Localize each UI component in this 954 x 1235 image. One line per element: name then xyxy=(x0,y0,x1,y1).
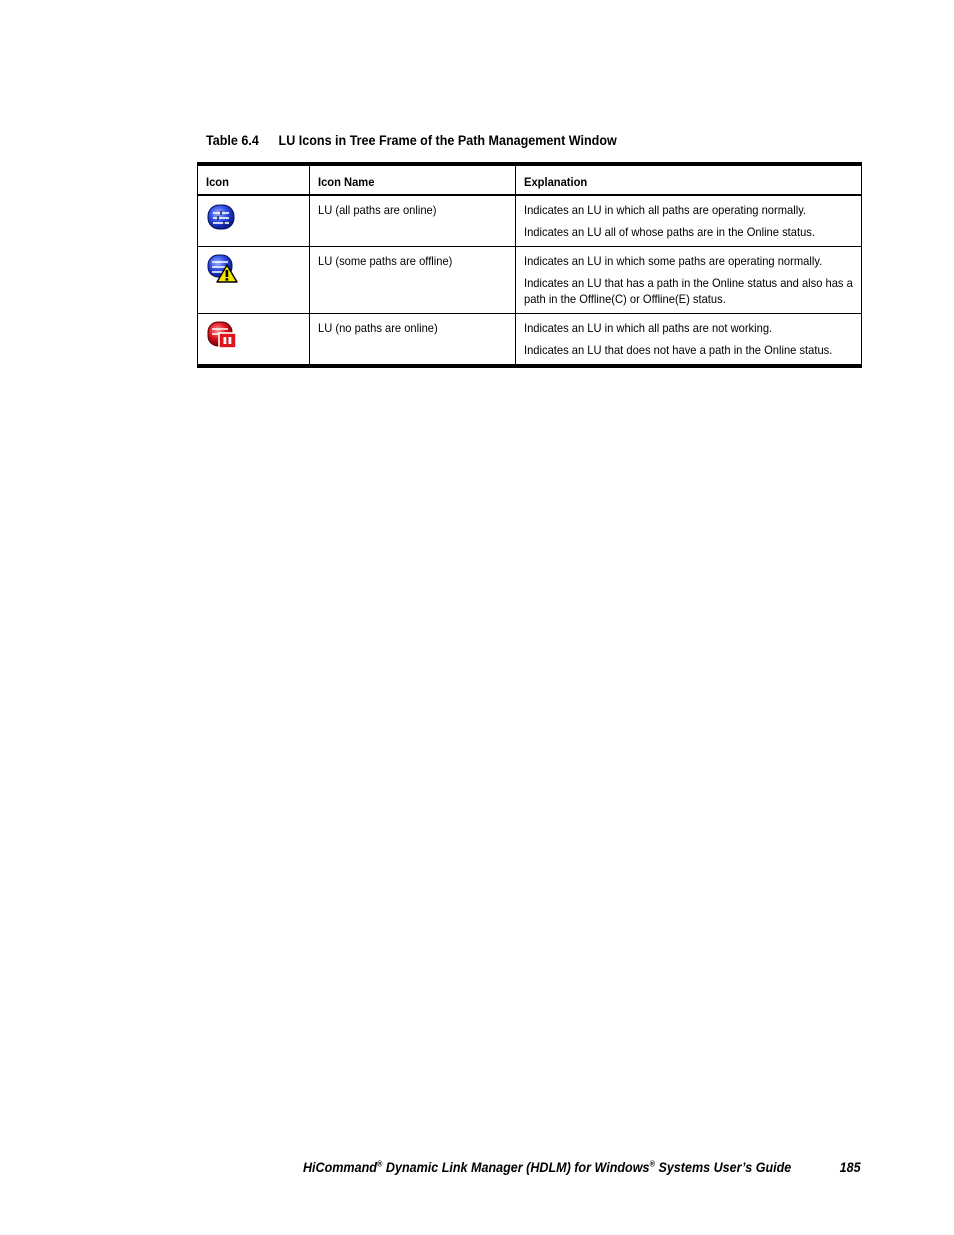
lu-offline-icon xyxy=(206,320,301,350)
table-title: LU Icons in Tree Frame of the Path Management Window xyxy=(278,133,617,148)
page-number: 185 xyxy=(840,1160,861,1175)
icon-name-cell: LU (no paths are online) xyxy=(310,314,516,367)
table-caption xyxy=(206,133,617,148)
explanation-line: Indicates an LU in which all paths are operating normally. xyxy=(524,203,807,217)
column-header-icon: Icon xyxy=(198,164,310,195)
explanation-line: Indicates an LU in which all paths are not working. xyxy=(524,321,773,335)
table-row xyxy=(198,314,862,367)
explanation-cell xyxy=(516,247,862,314)
icon-cell xyxy=(198,314,310,367)
table-header-row xyxy=(198,164,862,195)
footer-brand: HiCommand xyxy=(303,1160,378,1175)
lu-warning-icon xyxy=(206,253,301,283)
page-footer xyxy=(303,1160,861,1175)
explanation-line: Indicates an LU in which some paths are operating normally. xyxy=(524,254,823,268)
lu-online-icon xyxy=(206,202,301,232)
icon-name-cell: LU (all paths are online) xyxy=(310,195,516,247)
footer-guide-title: Systems User’s Guide xyxy=(655,1160,792,1175)
icon-cell xyxy=(198,195,310,247)
table-row xyxy=(198,195,862,247)
lu-icons-table xyxy=(197,162,862,368)
footer-registered-mark: ® xyxy=(377,1159,383,1169)
explanation-line: Indicates an LU that has a path in the Online status and also has a path in the Offline(C) or Offline(E) status. xyxy=(524,276,853,306)
icon-name-cell: LU (some paths are offline) xyxy=(310,247,516,314)
column-header-explanation: Explanation xyxy=(516,164,862,195)
table-number: Table 6.4 xyxy=(206,133,259,148)
table-row xyxy=(198,247,862,314)
explanation-cell xyxy=(516,314,862,367)
explanation-cell xyxy=(516,195,862,247)
icon-cell xyxy=(198,247,310,314)
explanation-line: Indicates an LU that does not have a path in the Online status. xyxy=(524,343,833,357)
footer-product: Dynamic Link Manager (HDLM) for Windows xyxy=(382,1160,650,1175)
footer-registered-mark: ® xyxy=(649,1159,656,1169)
column-header-icon-name: Icon Name xyxy=(310,164,516,195)
explanation-line: Indicates an LU all of whose paths are in the Online status. xyxy=(524,225,815,239)
